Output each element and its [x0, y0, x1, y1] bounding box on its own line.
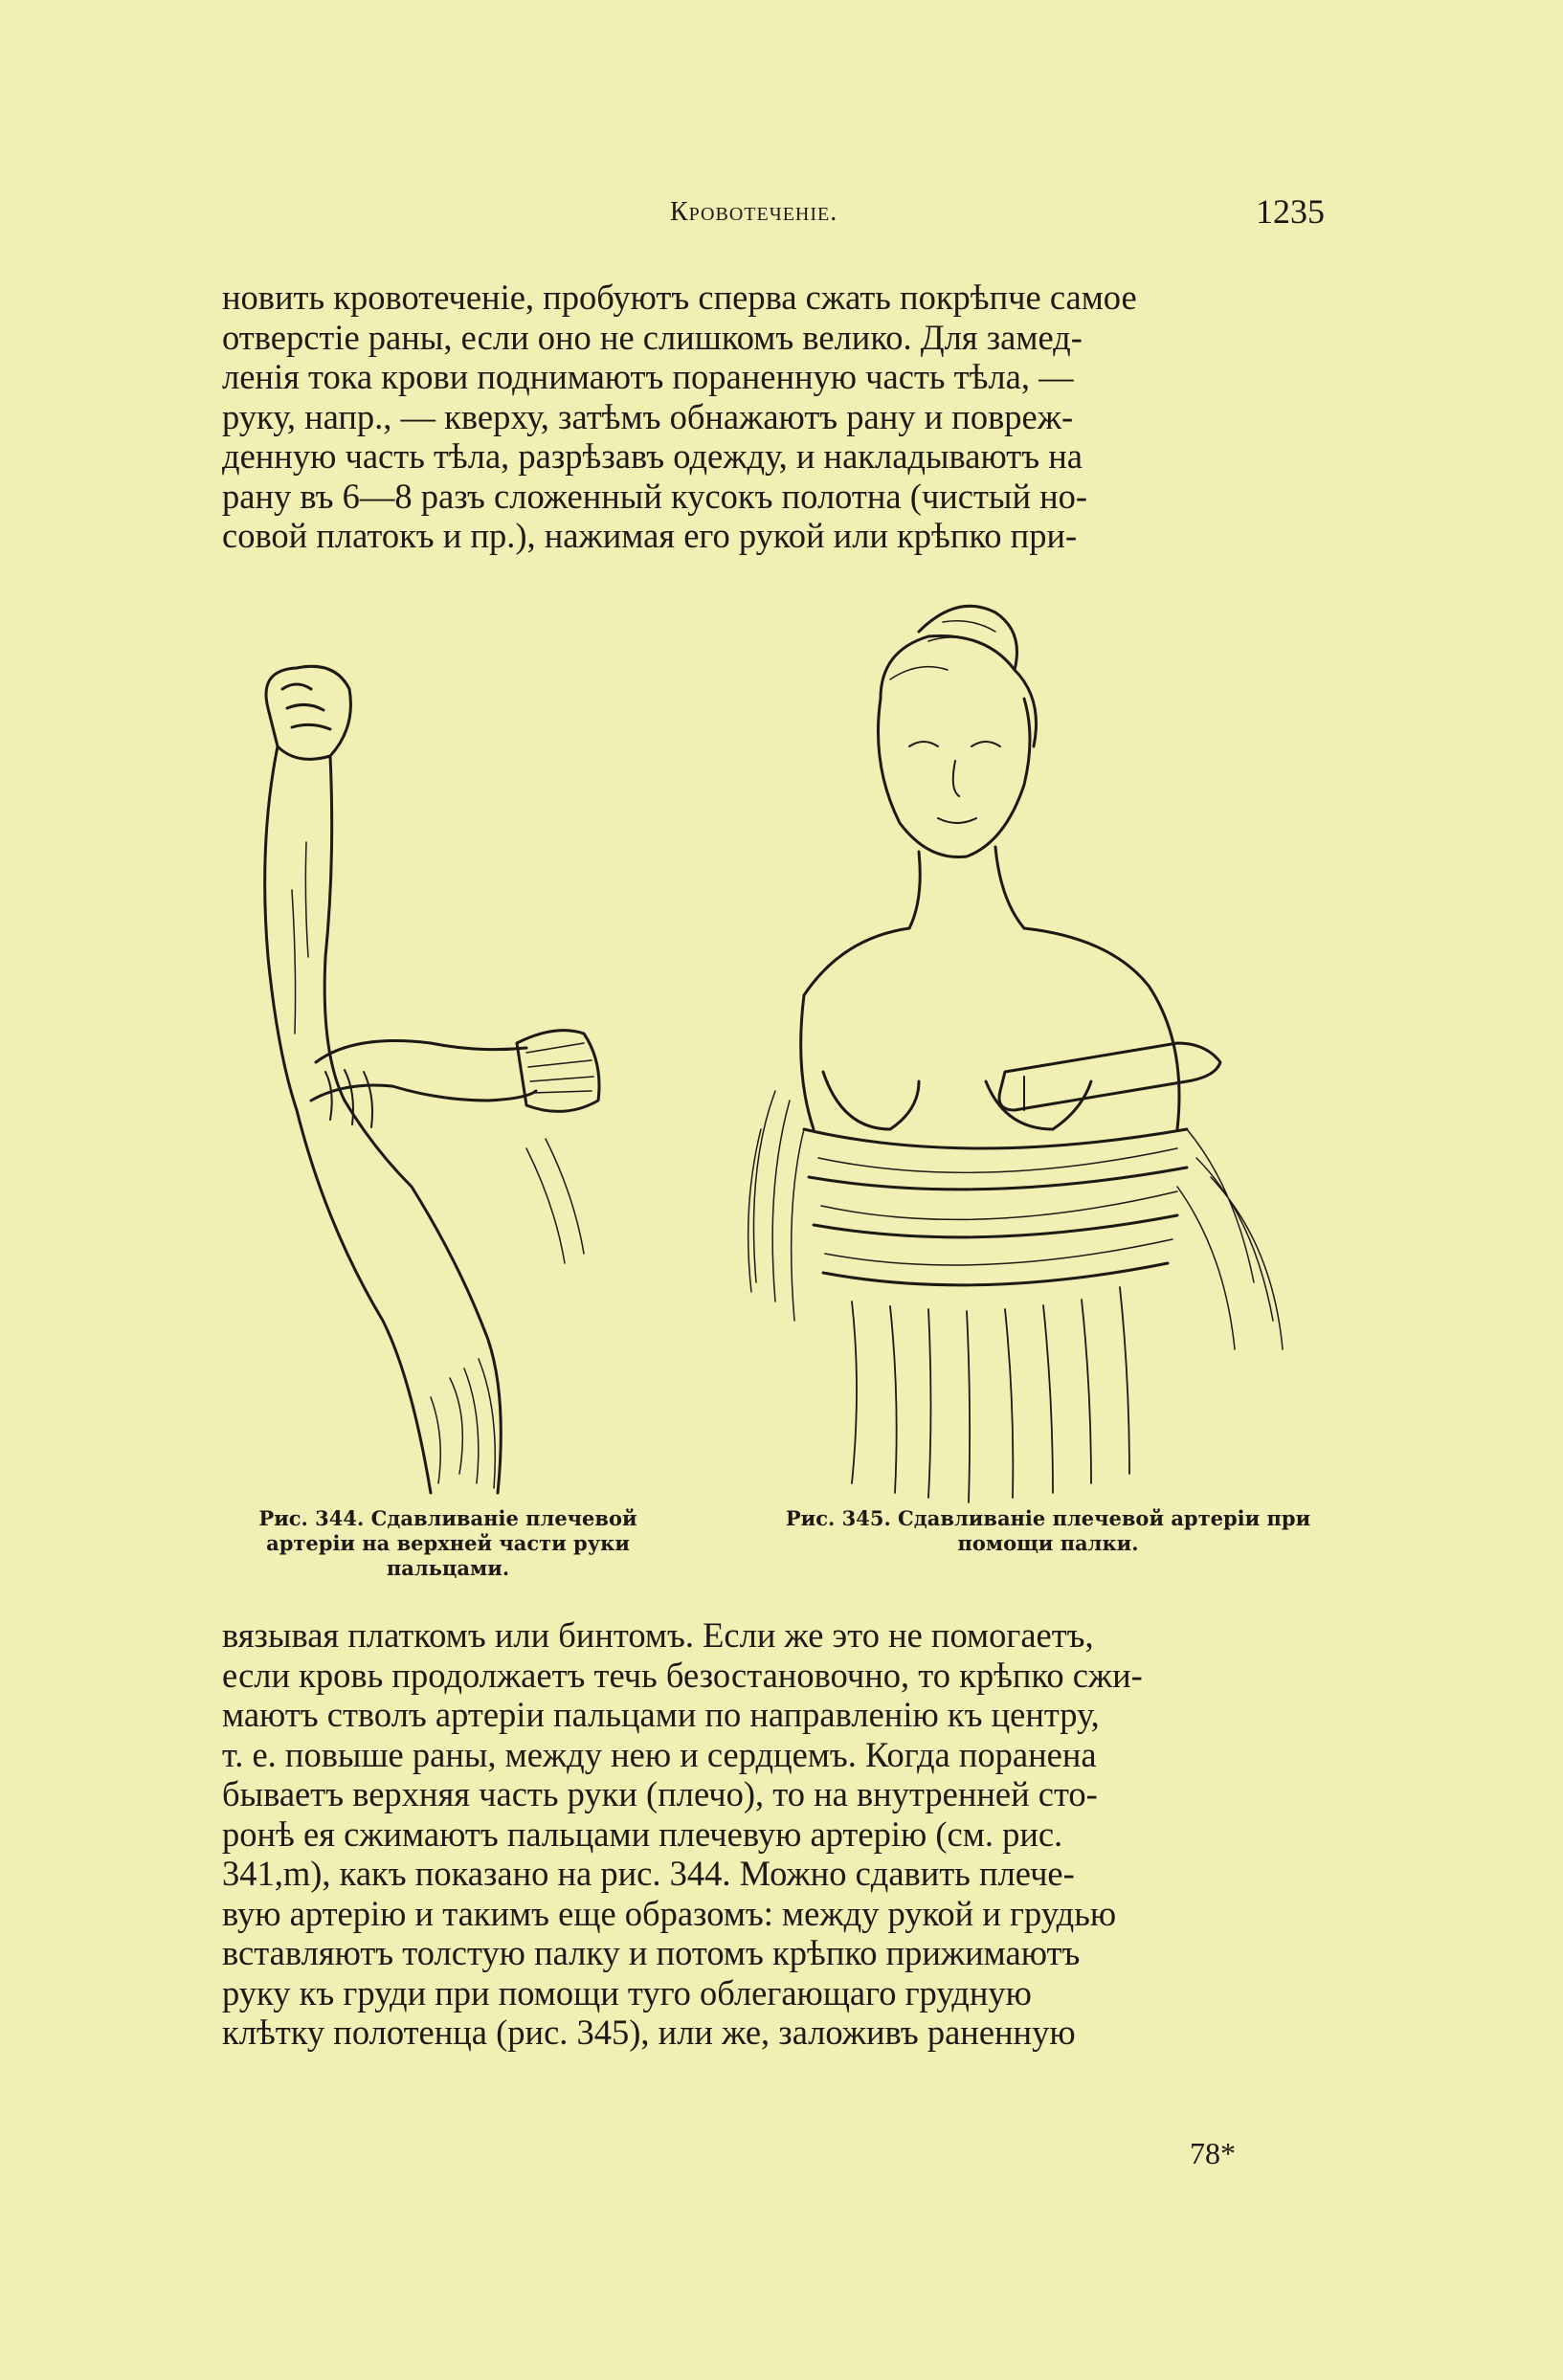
- signature-mark: 78*: [1190, 2136, 1236, 2170]
- text-line: ронѣ ея сжимаютъ пальцами плечевую артерію (см. рис.: [222, 1813, 1063, 1854]
- text-line: ленія тока крови поднимаютъ пораненную часть тѣла, —: [222, 357, 1074, 396]
- figure-344-caption: Рис. 344. Сдавливаніе плечевой артеріи на верхней части руки пальцами.: [258, 1506, 637, 1580]
- text-line: бываетъ верхняя часть руки (плечо), то на внутренней сто-: [222, 1774, 1098, 1813]
- figure-344-arm-illustration: [239, 651, 641, 1512]
- running-header: Кровотеченіе.: [670, 197, 838, 227]
- paragraph-bottom: [222, 1615, 1342, 2053]
- text-line: вставляютъ толстую палку и потомъ крѣпко прижимаютъ: [222, 1933, 1081, 1972]
- text-line: клѣтку полотенца (рис. 345), или же, заложивъ раненную: [222, 2013, 1076, 2052]
- paragraph-top: [222, 278, 1342, 556]
- text-line: руку къ груди при помощи туго облегающаго грудную: [222, 1972, 1032, 2013]
- figure-345-caption: Рис. 345. Сдавливаніе плечевой артеріи при помощи палки.: [785, 1506, 1311, 1555]
- text-line: денную часть тѣла, разрѣзавъ одежду, и накладываютъ на: [222, 436, 1083, 476]
- text-line: новить кровотеченіе, пробуютъ сперва сжать покрѣпче самое: [222, 278, 1137, 317]
- text-line: отверстіе раны, если оно не слишкомъ велико. Для замед-: [222, 317, 1083, 357]
- page-number: 1235: [1256, 192, 1325, 231]
- text-line: 341,m), какъ показано на рис. 344. Можно сдавить плече-: [222, 1854, 1075, 1893]
- text-line: т. е. повыше раны, между нею и сердцемъ. Когда поранена: [222, 1734, 1097, 1774]
- text-line: если кровь продолжаетъ течь безостановочно, то крѣпко сжи-: [222, 1655, 1143, 1695]
- figure-345-bandage-illustration: [737, 593, 1369, 1512]
- text-line: маютъ стволъ артеріи пальцами по направленію къ центру,: [222, 1695, 1100, 1734]
- text-line: рану въ 6—8 разъ сложенный кусокъ полотна (чистый но-: [222, 476, 1088, 516]
- text-line: совой платокъ и пр.), нажимая его рукой или крѣпко при-: [222, 516, 1078, 555]
- text-line: руку, напр., — кверху, затѣмъ обнажаютъ рану и повреж-: [222, 396, 1074, 436]
- text-line: вязывая платкомъ или бинтомъ. Если же это не помогаетъ,: [222, 1615, 1094, 1655]
- text-line: вую артерію и такимъ еще образомъ: между рукой и грудью: [222, 1893, 1117, 1933]
